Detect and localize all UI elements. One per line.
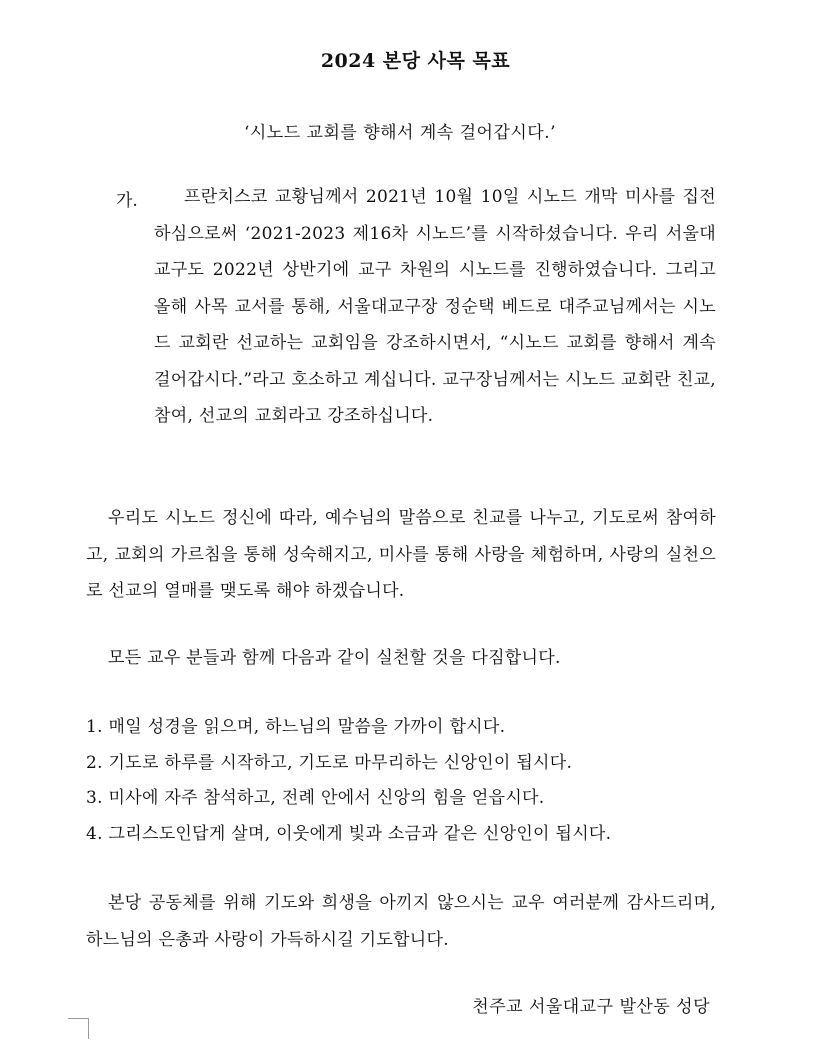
page-corner-marker — [68, 1018, 89, 1039]
parish-signature: 천주교 서울대교구 발산동 성당 — [472, 997, 710, 1017]
resolution-list — [86, 710, 726, 852]
document-title: 2024 본당 사목 목표 — [320, 50, 511, 72]
paragraph-resolution-intro: 모든 교우 분들과 함께 다음과 같이 실천할 것을 다짐합니다. — [108, 648, 561, 668]
list-item: 1. 매일 성경을 읽으며, 하느님의 말씀을 가까이 합시다. — [86, 717, 506, 737]
paragraph-thanks: 본당 공동체를 위해 기도와 희생을 아끼지 않으시는 교우 여러분께 감사드리며, 하느님의 은총과 사랑이 가득하시길 기도합니다. — [86, 893, 716, 950]
section-ga-text: 프란치스코 교황님께서 2021년 10월 10일 시노드 개막 미사를 집전하심으로써 ‘2021-2023 제16차 시노드’를 시작하셨습니다. 우리 서울대교구도 2022년 상반기에 교구 차원의 시노드를 진행하였습니다. 그리고 올해 사목 교서를 통해, 서울대교구장 정순택 베드로 대주교님께서는 시노드 교회란 선교하는 교회임을 강조하시면서, “시노드 교회를 향해서 계속 걸어갑시다.”라고 호소하고 계십니다. 교구장님께서는 시노드 교회란 친교, 참여, 선교의 교회라고 강조하십니다. — [154, 187, 716, 426]
document-subtitle: ‘시노드 교회를 향해서 계속 걸어갑시다.’ — [243, 123, 557, 143]
list-item: 2. 기도로 하루를 시작하고, 기도로 마무리하는 신앙인이 됩시다. — [86, 752, 573, 773]
list-item: 4. 그리스도인답게 살며, 이웃에게 빛과 소금과 같은 신앙인이 됩시다. — [86, 823, 612, 844]
section-ga-marker: 가. — [116, 191, 138, 211]
section-ga — [116, 186, 716, 435]
paragraph-synod-spirit: 우리도 시노드 정신에 따라, 예수님의 말씀으로 친교를 나누고, 기도로써 참여하고, 교회의 가르침을 통해 성숙해지고, 미사를 통해 사랑을 체험하며, 사랑의 실천으로 선교의 열매를 맺도록 해야 하겠습니다. — [86, 508, 716, 601]
list-item: 3. 미사에 자주 참석하고, 전례 안에서 신앙의 힘을 얻읍시다. — [86, 788, 545, 808]
